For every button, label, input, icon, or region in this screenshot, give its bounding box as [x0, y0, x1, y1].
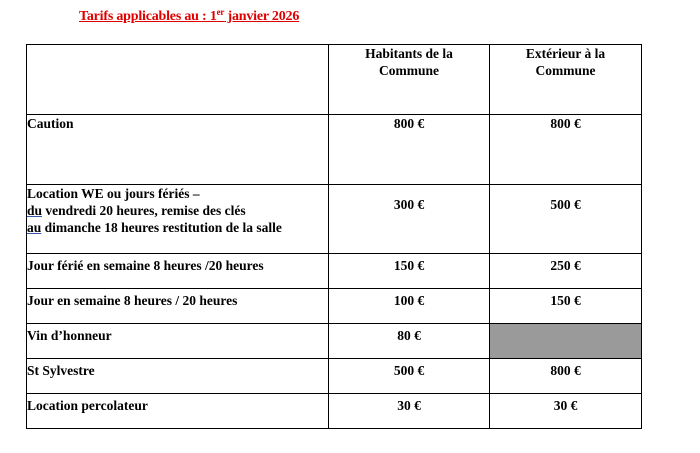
row-label [27, 185, 329, 254]
row-label-line2-text: vendredi 20 heures, remise des clés [42, 203, 246, 218]
row-label-line2 [27, 202, 328, 219]
row-label: St Sylvestre [27, 359, 329, 394]
price-residents: 150 € [329, 254, 490, 289]
row-label-line1: Location WE ou jours fériés – [27, 186, 200, 201]
row-label: Jour férié en semaine 8 heures /20 heures [27, 254, 329, 289]
header-outside-line1: Extérieur à la [525, 46, 606, 61]
price-outside: 500 € [490, 185, 642, 254]
tariffs-table [26, 44, 642, 429]
table-row-caution [27, 115, 642, 185]
underlined-word: au [27, 220, 42, 235]
price-outside-unavailable [490, 324, 642, 359]
header-residents-line1: Habitants de la [365, 46, 453, 61]
price-residents: 100 € [329, 289, 490, 324]
header-empty-cell [27, 45, 329, 115]
table-header-row [27, 45, 642, 115]
row-label-line3-text: dimanche 18 heures restitution de la salle [41, 220, 282, 235]
price-residents: 30 € [329, 394, 490, 429]
price-residents: 500 € [329, 359, 490, 394]
underlined-word: du [27, 203, 43, 218]
header-outside-line2: Commune [535, 63, 596, 78]
price-outside: 800 € [490, 359, 642, 394]
header-residents [329, 45, 490, 115]
page-title [79, 9, 299, 25]
price-residents: 80 € [329, 324, 490, 359]
price-residents: 800 € [329, 115, 490, 185]
title-text: Tarifs applicables au : 1 [79, 9, 217, 24]
table-row-location-we [27, 185, 642, 254]
table-row-jour-semaine [27, 289, 642, 324]
price-outside: 250 € [490, 254, 642, 289]
price-residents: 300 € [329, 185, 490, 254]
row-label: Caution [27, 115, 329, 185]
header-residents-line2: Commune [379, 63, 439, 78]
row-label: Vin d’honneur [27, 324, 329, 359]
table-row-percolateur [27, 394, 642, 429]
header-outside [490, 45, 642, 115]
table-row-jour-ferie [27, 254, 642, 289]
title-superscript: er [216, 7, 225, 17]
table-row-vin-honneur [27, 324, 642, 359]
price-outside: 150 € [490, 289, 642, 324]
table-row-st-sylvestre [27, 359, 642, 394]
row-label-line3 [27, 219, 328, 236]
price-outside: 30 € [490, 394, 642, 429]
row-label: Jour en semaine 8 heures / 20 heures [27, 289, 329, 324]
row-label: Location percolateur [27, 394, 329, 429]
title-date: janvier 2026 [224, 9, 300, 24]
price-outside: 800 € [490, 115, 642, 185]
